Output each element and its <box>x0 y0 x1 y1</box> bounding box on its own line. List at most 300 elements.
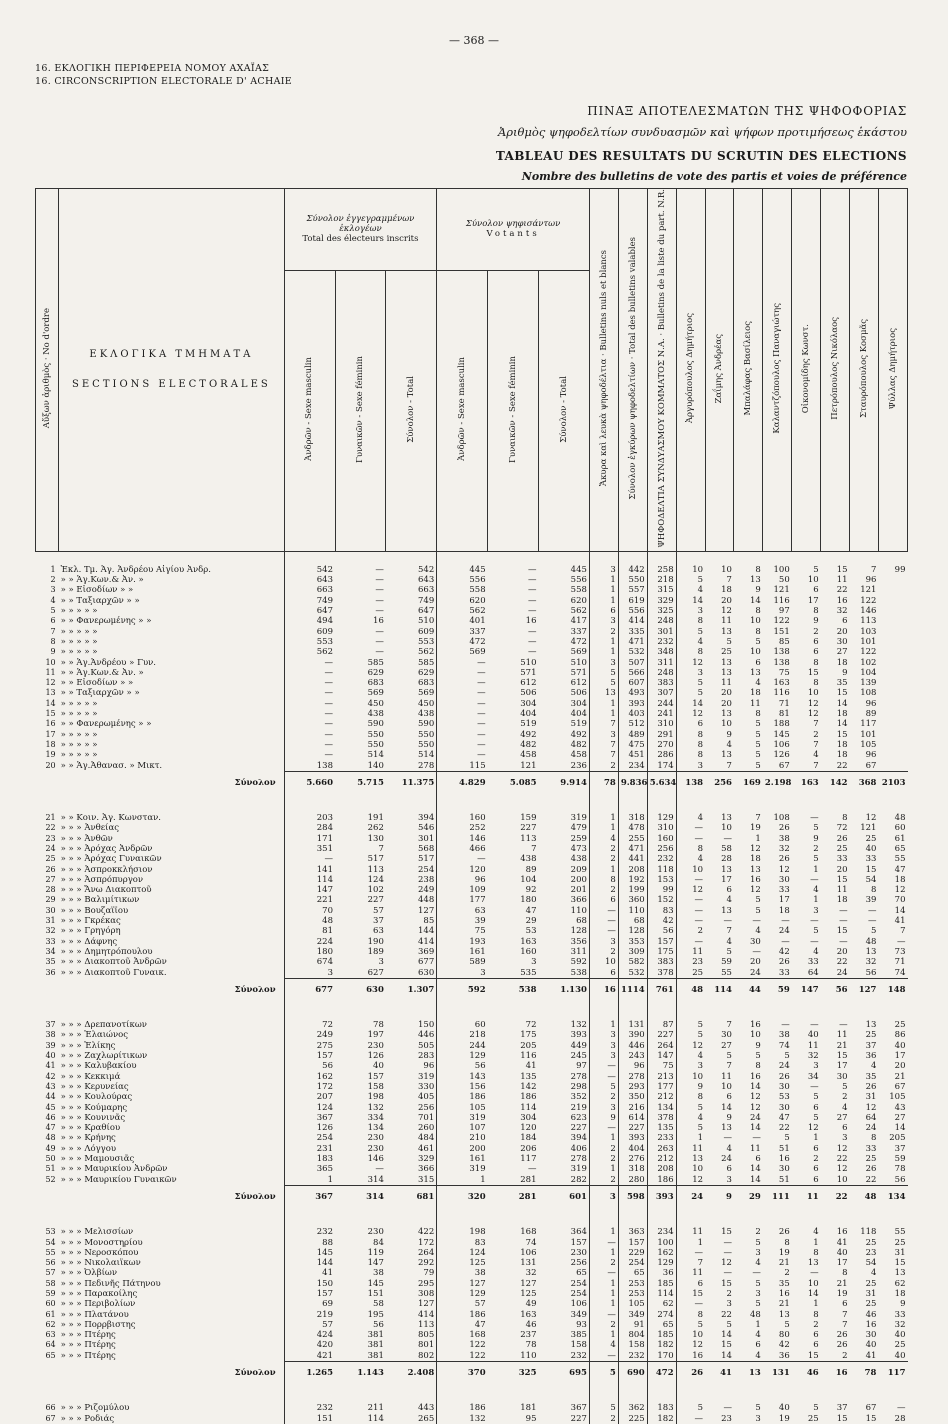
total-cell: 78 <box>850 1362 879 1391</box>
table-row <box>36 1007 908 1030</box>
data-cell: 1 <box>589 1299 618 1309</box>
data-cell: 14 <box>836 698 848 709</box>
data-cell: 30 <box>836 1071 848 1082</box>
data-cell: 15 <box>721 1227 732 1238</box>
table-row <box>36 627 908 637</box>
data-cell: 157 <box>647 937 676 947</box>
data-cell: 24 <box>836 967 848 978</box>
data-cell: 25 <box>865 1154 877 1165</box>
row-number: 15 <box>45 709 56 719</box>
data-cell: 27 <box>836 647 848 658</box>
candidate-header: Πετρόπουλος Νικόλαος <box>829 316 840 420</box>
row-number: 43 <box>45 1081 56 1091</box>
data-cell: 143 <box>437 1072 488 1082</box>
data-cell: 162 <box>647 1248 676 1258</box>
data-cell: 161 <box>437 1154 488 1164</box>
data-cell: 160 <box>520 946 537 957</box>
data-cell: 256 <box>418 1102 435 1113</box>
data-cell: 3 <box>755 1413 761 1424</box>
data-cell: 538 <box>570 967 587 978</box>
data-cell: 4 <box>589 834 618 844</box>
row-number: 47 <box>45 1123 56 1133</box>
row-number: 11 <box>45 667 56 677</box>
data-cell: 57 <box>373 905 384 916</box>
data-cell: 47 <box>894 864 906 875</box>
data-cell: 128 <box>618 926 647 936</box>
data-cell: 144 <box>418 926 435 937</box>
data-cell: — <box>897 1403 906 1414</box>
data-cell: 244 <box>437 1041 488 1051</box>
table-row <box>36 854 908 864</box>
data-cell: 210 <box>437 1133 488 1143</box>
data-cell: 550 <box>367 739 384 750</box>
data-cell: 4 <box>726 739 732 750</box>
table-row <box>36 1299 908 1309</box>
data-cell: 31 <box>894 1247 906 1258</box>
data-cell: 40 <box>894 1040 906 1051</box>
row-number: 41 <box>45 1061 56 1071</box>
data-cell: 3 <box>589 937 618 947</box>
data-cell: 14 <box>750 1174 761 1185</box>
data-cell: 5 <box>842 1081 848 1092</box>
table-row <box>36 1103 908 1113</box>
data-cell: — <box>528 595 537 606</box>
data-cell: 126 <box>773 750 790 761</box>
data-cell: — <box>375 626 384 637</box>
data-cell: 309 <box>618 947 647 957</box>
table-row <box>36 761 908 772</box>
data-cell: 20 <box>894 1061 906 1072</box>
row-number: 28 <box>45 885 56 895</box>
data-cell: 366 <box>570 895 587 906</box>
data-cell: 249 <box>284 1030 335 1040</box>
table-row <box>36 885 908 895</box>
data-cell: 4 <box>676 800 705 823</box>
data-cell: 212 <box>647 1092 676 1102</box>
data-cell: 25 <box>865 1299 877 1310</box>
data-cell: 254 <box>284 1133 335 1143</box>
data-cell: 72 <box>284 1007 335 1030</box>
data-cell: 275 <box>284 1041 335 1051</box>
total-cell: 592 <box>437 978 488 1007</box>
data-cell: 6 <box>813 1340 819 1351</box>
data-cell: 381 <box>367 1330 384 1341</box>
data-cell: 571 <box>520 667 537 678</box>
data-cell: 160 <box>437 800 488 823</box>
table-header <box>36 189 908 552</box>
data-cell: 647 <box>284 606 335 616</box>
section-name: » » » » » <box>60 729 98 740</box>
data-cell: 51 <box>778 1174 790 1185</box>
data-cell: 227 <box>570 1123 587 1134</box>
data-cell: — <box>752 1268 761 1279</box>
data-cell: 5 <box>755 729 761 740</box>
data-cell: 10 <box>676 1164 705 1174</box>
data-cell: 349 <box>570 1309 587 1320</box>
data-cell: 5 <box>813 823 819 834</box>
data-cell: — <box>528 626 537 637</box>
section-name: » » » Βαλιμίτικων <box>60 895 140 906</box>
data-cell: 124 <box>437 1248 488 1258</box>
data-cell: 48 <box>865 936 877 947</box>
data-cell: 404 <box>520 709 537 720</box>
data-cell: 8 <box>871 885 877 896</box>
table-row <box>36 1123 908 1133</box>
data-cell: 304 <box>520 698 537 709</box>
data-cell: 12 <box>750 1102 761 1113</box>
data-cell: 134 <box>367 1123 384 1134</box>
data-cell: 10 <box>836 1174 848 1185</box>
data-cell: 620 <box>570 595 587 606</box>
data-cell: 191 <box>367 813 384 824</box>
data-cell: 569 <box>367 688 384 699</box>
data-cell: 6 <box>813 1164 819 1175</box>
data-cell: 7 <box>589 719 618 729</box>
data-cell: 40 <box>807 1030 819 1041</box>
total-cell: 11 <box>792 1185 821 1214</box>
data-cell: 1 <box>589 1214 618 1237</box>
data-cell: — <box>781 916 790 927</box>
data-cell: 2 <box>589 1414 618 1424</box>
data-cell: 42 <box>647 916 676 926</box>
data-cell: 31 <box>865 1288 877 1299</box>
total-cell: 48 <box>676 978 705 1007</box>
data-cell: 12 <box>721 1258 732 1269</box>
data-cell: 114 <box>647 1289 676 1299</box>
data-cell: 20 <box>721 595 732 606</box>
data-cell: 394 <box>418 813 435 824</box>
section-name: » » » Παρακοίλης <box>60 1288 138 1299</box>
data-cell: 37 <box>373 916 384 927</box>
data-cell: 132 <box>437 1414 488 1424</box>
data-cell: 172 <box>284 1082 335 1092</box>
data-cell: 254 <box>618 1258 647 1268</box>
data-cell: 56 <box>437 1061 488 1071</box>
table-row <box>36 1330 908 1340</box>
data-cell: 683 <box>418 678 435 689</box>
data-cell: 12 <box>676 1041 705 1051</box>
data-cell: 1 <box>589 596 618 606</box>
data-cell: 8 <box>813 678 819 689</box>
data-cell: 93 <box>576 1319 587 1330</box>
data-cell: — <box>528 1164 537 1175</box>
data-cell: 298 <box>570 1081 587 1092</box>
data-cell: — <box>528 636 537 647</box>
section-name: » » » Ἀσπροκκλήσιον <box>60 864 153 875</box>
data-cell: 13 <box>865 1020 877 1031</box>
data-cell: 30 <box>778 874 790 885</box>
data-cell: 105 <box>618 1299 647 1309</box>
data-cell: 11 <box>721 616 732 627</box>
data-cell: 8 <box>842 813 848 824</box>
data-cell: 14 <box>750 1164 761 1175</box>
data-cell: — <box>676 1248 705 1258</box>
data-cell: 139 <box>860 678 877 689</box>
data-cell: 307 <box>647 688 676 698</box>
table-row <box>36 947 908 957</box>
data-cell: 151 <box>773 626 790 637</box>
data-cell: 471 <box>618 637 647 647</box>
data-cell: 512 <box>618 719 647 729</box>
data-cell: 4 <box>813 1227 819 1238</box>
data-cell: 28 <box>894 1413 906 1424</box>
data-cell: 83 <box>437 1238 488 1248</box>
total-cell: 5.634 <box>647 771 676 800</box>
data-cell: 7 <box>531 844 537 854</box>
data-cell: 8 <box>676 616 705 626</box>
section-name: » » » Ἐλαιώνος <box>60 1030 129 1041</box>
data-cell: 18 <box>894 1288 906 1299</box>
data-cell: 10 <box>676 1072 705 1082</box>
section-name: » » » » » <box>60 709 98 720</box>
section-name: » » » Κερυνείας <box>60 1081 129 1092</box>
data-cell: 63 <box>373 926 384 937</box>
data-cell: 161 <box>437 947 488 957</box>
data-cell: 132 <box>367 1102 384 1113</box>
data-cell: 42 <box>778 1340 790 1351</box>
data-cell: 450 <box>367 698 384 709</box>
data-cell: 41 <box>525 1061 537 1072</box>
data-cell: 4 <box>871 1061 877 1072</box>
data-cell: 3 <box>676 668 705 678</box>
data-cell: 116 <box>773 688 790 699</box>
data-cell: 12 <box>807 709 819 720</box>
data-cell: 41 <box>894 916 906 927</box>
data-cell: 234 <box>618 761 647 772</box>
data-cell: 590 <box>418 719 435 730</box>
data-cell: 421 <box>284 1351 335 1362</box>
data-cell: 117 <box>520 1154 537 1165</box>
data-cell: 20 <box>836 626 848 637</box>
data-cell: 237 <box>520 1330 537 1341</box>
col-voted-total-header: Σύνολον - Total <box>558 375 569 443</box>
section-name: » » » Μονοστηρίου <box>60 1237 143 1248</box>
data-cell: 1 <box>284 1175 335 1186</box>
row-number: 26 <box>45 864 56 874</box>
data-cell: 542 <box>284 551 335 575</box>
total-cell: 169 <box>734 771 763 800</box>
data-cell: 353 <box>618 937 647 947</box>
data-cell: 472 <box>437 637 488 647</box>
data-cell: 5 <box>755 1299 761 1310</box>
data-cell: 25 <box>865 1278 877 1289</box>
data-cell: 96 <box>865 575 877 586</box>
data-cell: — <box>284 719 335 729</box>
data-cell: 12 <box>836 1164 848 1175</box>
table-row <box>36 957 908 967</box>
data-cell: 14 <box>750 1081 761 1092</box>
section-name: » » » » » <box>60 636 98 647</box>
data-cell: 114 <box>284 875 335 885</box>
total-cell: 131 <box>763 1362 792 1391</box>
data-cell: 438 <box>570 854 587 865</box>
data-cell: 304 <box>520 1112 537 1123</box>
data-cell: 420 <box>284 1340 335 1350</box>
total-label: Σύνολον <box>234 1191 276 1202</box>
data-cell: 218 <box>437 1030 488 1040</box>
data-cell: 103 <box>860 626 877 637</box>
data-cell: 107 <box>437 1123 488 1133</box>
data-cell: 283 <box>418 1051 435 1062</box>
row-number: 8 <box>50 636 56 646</box>
data-cell: 99 <box>894 564 906 575</box>
data-cell: 532 <box>618 968 647 979</box>
total-cell: 24 <box>676 1185 705 1214</box>
data-cell: 20 <box>721 688 732 699</box>
data-cell: 157 <box>570 1237 587 1248</box>
data-cell: 62 <box>894 1278 906 1289</box>
row-number: 62 <box>45 1319 56 1329</box>
data-cell: 22 <box>778 1123 790 1134</box>
data-cell: 319 <box>570 1164 587 1175</box>
data-cell: 451 <box>618 750 647 760</box>
data-cell: 489 <box>618 730 647 740</box>
data-cell: 68 <box>576 916 587 927</box>
data-cell: 99 <box>647 885 676 895</box>
section-name: » » » Ἄνω Διακοπτοῦ <box>60 885 152 896</box>
data-cell: 30 <box>778 1164 790 1175</box>
data-cell: 48 <box>750 1309 761 1320</box>
data-cell: 227 <box>647 1030 676 1040</box>
data-cell: 3 <box>437 968 488 979</box>
total-cell: 163 <box>792 771 821 800</box>
total-cell: 48 <box>850 1185 879 1214</box>
data-cell: 9 <box>676 1082 705 1092</box>
data-cell: 9 <box>755 585 761 596</box>
data-cell: 72 <box>525 1020 537 1031</box>
data-cell: 13 <box>721 667 732 678</box>
table-row <box>36 596 908 606</box>
total-label: Σύνολον <box>234 777 276 788</box>
data-cell: 10 <box>676 865 705 875</box>
data-cell: 2 <box>589 844 618 854</box>
data-cell: 10 <box>750 616 761 627</box>
data-cell: 58 <box>373 1299 384 1310</box>
data-cell: 24 <box>750 967 761 978</box>
total-cell: 2.408 <box>386 1362 437 1391</box>
data-cell: 245 <box>570 1051 587 1062</box>
data-cell: 566 <box>618 668 647 678</box>
data-cell: 1 <box>589 709 618 719</box>
data-cell: 73 <box>894 946 906 957</box>
data-cell: 182 <box>647 1414 676 1424</box>
data-cell: 92 <box>525 885 537 896</box>
total-cell: 1.265 <box>284 1362 335 1391</box>
data-cell: 16 <box>865 1319 877 1330</box>
data-cell: 276 <box>618 1154 647 1164</box>
data-cell: 120 <box>437 865 488 875</box>
data-cell: 121 <box>773 585 790 596</box>
data-cell: 383 <box>647 678 676 688</box>
data-cell: 535 <box>520 967 537 978</box>
data-cell: 186 <box>437 1390 488 1413</box>
data-cell: 589 <box>437 957 488 967</box>
section-name: » » Ἁγ.Ἀθανασ. » Μικτ. <box>60 760 163 771</box>
data-cell: 3 <box>676 761 705 772</box>
col-blank-header: Ἄκυρα καὶ λευκὰ ψηφοδέλτια · Bulletins nuls et blancs <box>598 250 609 487</box>
data-cell: 42 <box>778 946 790 957</box>
data-cell: 614 <box>618 1113 647 1123</box>
data-cell: 230 <box>570 1247 587 1258</box>
data-cell: 108 <box>860 688 877 699</box>
total-cell: 26 <box>676 1362 705 1391</box>
table-row <box>36 1289 908 1299</box>
data-cell: 67 <box>894 1081 906 1092</box>
data-cell: 70 <box>894 895 906 906</box>
data-cell: 13 <box>589 688 618 698</box>
data-cell: 159 <box>520 813 537 824</box>
data-cell: 56 <box>284 1061 335 1071</box>
data-cell: 6 <box>842 1299 848 1310</box>
data-cell: 5 <box>755 1051 761 1062</box>
data-cell: 122 <box>437 1351 488 1362</box>
section-name: » » Ταξιαρχῶν » » <box>60 688 140 699</box>
data-cell: 286 <box>647 750 676 760</box>
data-cell: — <box>375 575 384 586</box>
col-registered-women-header: Γυναικῶν - Sexe féminin <box>355 355 366 463</box>
data-cell: 129 <box>437 1289 488 1299</box>
data-cell: 205 <box>889 1133 906 1144</box>
section-name: » » Ἁγ.Κων.& Ἀν. » <box>60 575 144 586</box>
data-cell: 582 <box>618 957 647 967</box>
data-cell: 674 <box>284 957 335 967</box>
data-cell: 19 <box>836 1288 848 1299</box>
data-cell: — <box>437 719 488 729</box>
row-number: 24 <box>45 844 56 853</box>
total-row <box>36 1185 908 1214</box>
section-name: » » Κοιν. Ἁγ. Κωνσταν. <box>60 813 161 824</box>
row-number: 4 <box>50 595 56 605</box>
data-cell: 51 <box>778 1143 790 1154</box>
data-cell: 22 <box>836 585 848 596</box>
data-cell: 195 <box>367 1309 384 1320</box>
data-cell: 10 <box>721 564 732 575</box>
data-cell: 2 <box>842 1350 848 1361</box>
data-cell: — <box>723 1403 732 1414</box>
data-cell: 236 <box>570 760 587 771</box>
data-cell: 424 <box>284 1330 335 1340</box>
data-cell: 319 <box>437 1113 488 1123</box>
data-cell: 13 <box>721 750 732 761</box>
data-cell: 56 <box>647 926 676 936</box>
data-cell: 96 <box>437 875 488 885</box>
data-cell: — <box>867 905 877 916</box>
data-cell: 629 <box>418 667 435 678</box>
data-cell: 301 <box>647 627 676 637</box>
results-table <box>35 188 908 1424</box>
data-cell: 249 <box>418 885 435 896</box>
data-cell: 5 <box>755 1403 761 1414</box>
data-cell: 151 <box>284 1414 335 1424</box>
data-cell: 1 <box>813 1299 819 1310</box>
data-cell: 612 <box>520 678 537 689</box>
data-cell: 278 <box>618 1072 647 1082</box>
data-cell: 8 <box>842 1268 848 1279</box>
data-cell: 54 <box>865 874 877 885</box>
data-cell: 12 <box>750 1092 761 1103</box>
data-cell: 10 <box>750 1030 761 1041</box>
data-cell: 65 <box>618 1268 647 1278</box>
data-cell: 18 <box>836 895 848 906</box>
subtitle-greek: Ἀριθμὸς ψηφοδελτίων συνδυασμῶν καὶ ψήφων προτιμήσεως ἑκάστου <box>497 125 907 139</box>
data-cell: 230 <box>367 1133 384 1144</box>
total-cell: 677 <box>284 978 335 1007</box>
data-cell: 4 <box>676 585 705 595</box>
data-cell: 180 <box>520 895 537 906</box>
data-cell: 14 <box>676 596 705 606</box>
data-cell: 6 <box>842 616 848 627</box>
data-cell: 12 <box>807 1123 819 1134</box>
